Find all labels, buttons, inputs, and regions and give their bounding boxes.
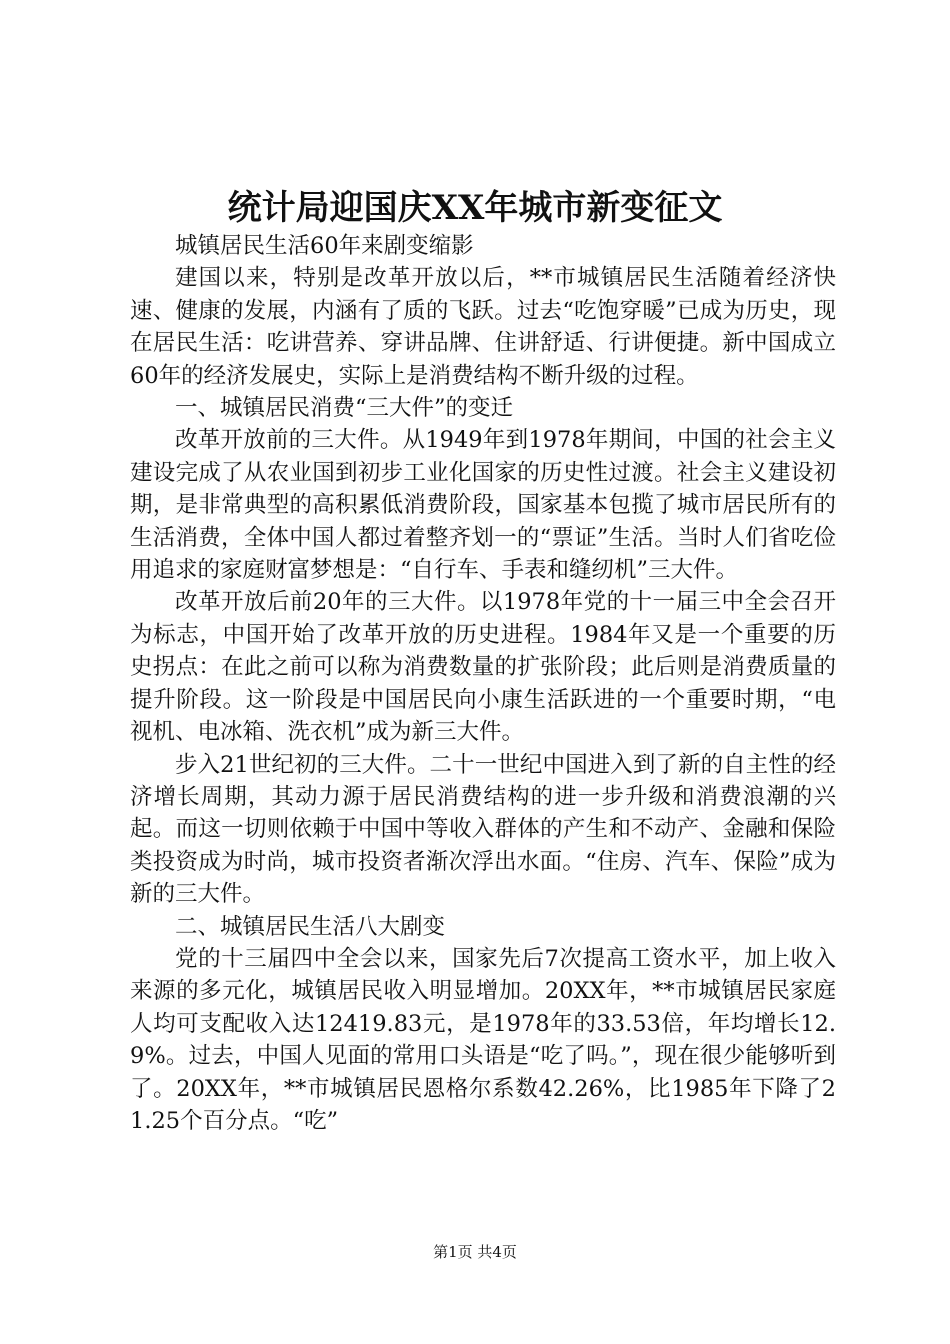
paragraph-21st-century: 步入21世纪初的三大件。二十一世纪中国进入到了新的自主性的经济增长周期，其动力源于居民消费结构的进一步升级和消费浪潮的兴起。而这一切则依赖于中国中等收入群体的产生和不动产、金融和保险类投资成为时尚，城市投资者渐次浮出水面。“住房、汽车、保险”成为新的三大件。 [130, 751, 836, 908]
paragraph-pre-reform: 改革开放前的三大件。从1949年到1978年期间，中国的社会主义建设完成了从农业国到初步工业化国家的历史性过渡。社会主义建设初期，是非常典型的高积累低消费阶段，国家基本包揽了城市居民所有的生活消费，全体中国人都过着整齐划一的“票证”生活。当时人们省吃俭用追求的家庭财富梦想是：“自行车、手表和缝纫机”三大件。 [130, 427, 836, 584]
document-body [130, 230, 836, 1137]
paragraph-post-reform: 改革开放后前20年的三大件。以1978年党的十一届三中全会召开为标志，中国开始了改革开放的历史进程。1984年又是一个重要的历史拐点：在此之前可以称为消费数量的扩张阶段；此后则是消费质量的提升阶段。这一阶段是中国居民向小康生活跃进的一个重要时期，“电视机、电冰箱、洗衣机”成为新三大件。 [130, 589, 836, 746]
section-heading-2: 二、城镇居民生活八大剧变 [175, 913, 446, 940]
document-title: 统计局迎国庆XX年城市新变征文 [227, 188, 723, 228]
paragraph-income: 党的十三届四中全会以来，国家先后7次提高工资水平，加上收入来源的多元化，城镇居民收入明显增加。20XX年，**市城镇居民家庭人均可支配收入达12419.83元，是1978年的33.53倍，年均增长12.9%。过去，中国人见面的常用口头语是“吃了吗。”，现在很少能够听到了。20XX年，**市城镇居民恩格尔系数42.26%，比1985年下降了21.25个百分点。“吃” [130, 945, 836, 1134]
section-heading-1: 一、城镇居民消费“三大件”的变迁 [175, 395, 514, 422]
paragraph-intro: 建国以来，特别是改革开放以后，**市城镇居民生活随着经济快速、健康的发展，内涵有了质的飞跃。过去“吃饱穿暖”已成为历史，现在居民生活：吃讲营养、穿讲品牌、住讲舒适、行讲便捷。新中国成立60年的经济发展史，实际上是消费结构不断升级的过程。 [130, 265, 836, 389]
paragraph-subtitle: 城镇居民生活60年来剧变缩影 [175, 233, 474, 259]
page-number-footer: 第1页 共4页 [433, 1243, 517, 1261]
